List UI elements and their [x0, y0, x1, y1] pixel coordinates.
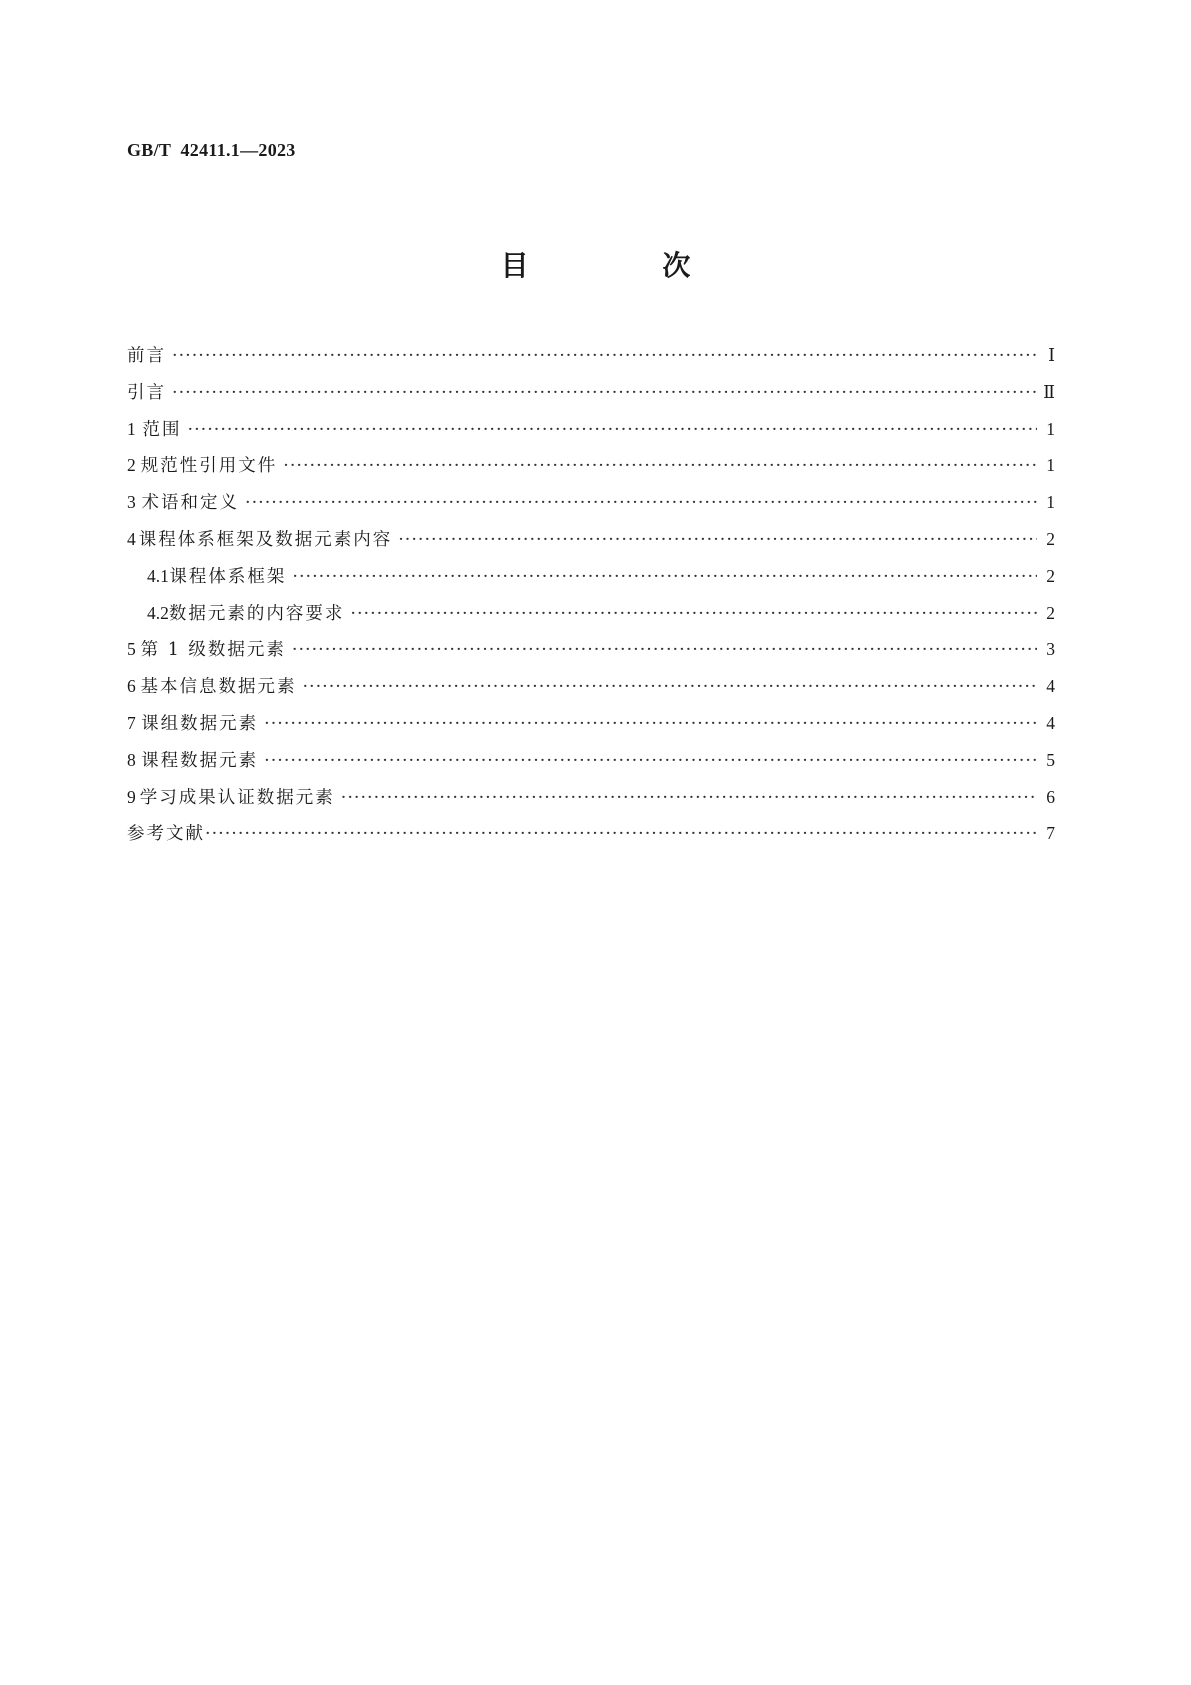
dot-leader: [264, 714, 1037, 734]
toc-entry-label: 数据元素的内容要求: [168, 603, 345, 624]
toc-entry-page: Ⅰ: [1048, 345, 1055, 365]
toc-entry-page: 4: [1046, 676, 1055, 697]
toc-entry-label: 第 1 级数据元素: [140, 640, 286, 661]
toc-entry-page: 6: [1046, 786, 1055, 807]
dot-leader: [245, 493, 1037, 513]
toc-entry-number: 4.1: [147, 565, 169, 586]
toc-entry-4-1[interactable]: [127, 563, 1055, 600]
toc-entry-label: 术语和定义: [141, 493, 239, 514]
toc-entry-preface[interactable]: [127, 342, 1055, 379]
toc-entry-page: 1: [1046, 418, 1055, 439]
toc-entry-page: 3: [1046, 639, 1055, 660]
toc-entry-number: 2: [127, 455, 136, 476]
toc-entry-introduction[interactable]: [127, 379, 1055, 416]
toc-entry-5[interactable]: [127, 636, 1055, 673]
dot-leader: [264, 751, 1037, 771]
dot-leader: [302, 677, 1037, 697]
dot-leader: [292, 640, 1037, 660]
toc-entry-9[interactable]: [127, 784, 1055, 821]
toc-entry-label: 课程体系框架: [169, 566, 287, 587]
toc-entry-label: 基本信息数据元素: [140, 677, 297, 698]
toc-entry-number: 5: [127, 639, 136, 660]
toc-entry-3[interactable]: [127, 489, 1055, 526]
toc-entry-page: 7: [1046, 823, 1055, 844]
toc-entry-page: 1: [1046, 492, 1055, 513]
toc-entry-8[interactable]: [127, 747, 1055, 784]
toc-entry-page: 4: [1046, 712, 1055, 733]
toc-entry-page: 1: [1046, 455, 1055, 476]
toc-entry-page: 2: [1046, 528, 1055, 549]
toc-entry-page: 2: [1046, 602, 1055, 623]
dot-leader: [341, 788, 1037, 808]
dot-leader: [172, 383, 1037, 403]
toc-entry-label: 参考文献: [127, 824, 205, 845]
toc-entry-label: 学习成果认证数据元素: [139, 787, 335, 808]
toc-entry-references[interactable]: [127, 820, 1055, 857]
standard-code: GB/T 42411.1—2023: [127, 140, 296, 160]
toc-entry-page: 5: [1046, 749, 1055, 770]
table-of-contents: [127, 342, 1055, 857]
toc-entry-number: 1: [127, 418, 136, 439]
toc-entry-number: 7: [127, 712, 136, 733]
toc-entry-label: 课组数据元素: [141, 713, 259, 734]
dot-leader: [205, 824, 1037, 844]
toc-entry-page: Ⅱ: [1043, 381, 1055, 402]
toc-entry-label: 规范性引用文件: [140, 456, 278, 477]
dot-leader: [283, 456, 1037, 476]
toc-entry-number: 4: [127, 528, 136, 549]
toc-entry-4[interactable]: [127, 526, 1055, 563]
toc-entry-number: 6: [127, 676, 136, 697]
dot-leader: [292, 567, 1037, 587]
toc-entry-label: 引言: [127, 382, 166, 403]
toc-entry-label: 范围: [142, 419, 182, 440]
toc-entry-7[interactable]: [127, 710, 1055, 747]
toc-entry-number: 4.2: [147, 602, 169, 623]
toc-entry-2[interactable]: [127, 452, 1055, 489]
toc-entry-label: 前言: [127, 346, 166, 366]
toc-entry-page: 2: [1046, 565, 1055, 586]
toc-entry-number: 8: [127, 749, 136, 770]
dot-leader: [172, 346, 1037, 366]
toc-entry-number: 9: [127, 786, 136, 807]
toc-entry-6[interactable]: [127, 673, 1055, 710]
dot-leader: [188, 420, 1037, 440]
toc-entry-number: 3: [127, 492, 136, 513]
toc-entry-1[interactable]: [127, 416, 1055, 453]
toc-entry-label: 课程体系框架及数据元素内容: [138, 529, 393, 550]
toc-entry-label: 课程数据元素: [141, 750, 259, 771]
page-title: 目 次: [500, 249, 753, 282]
toc-entry-4-2[interactable]: [127, 600, 1055, 637]
dot-leader: [398, 530, 1037, 550]
dot-leader: [350, 604, 1037, 624]
